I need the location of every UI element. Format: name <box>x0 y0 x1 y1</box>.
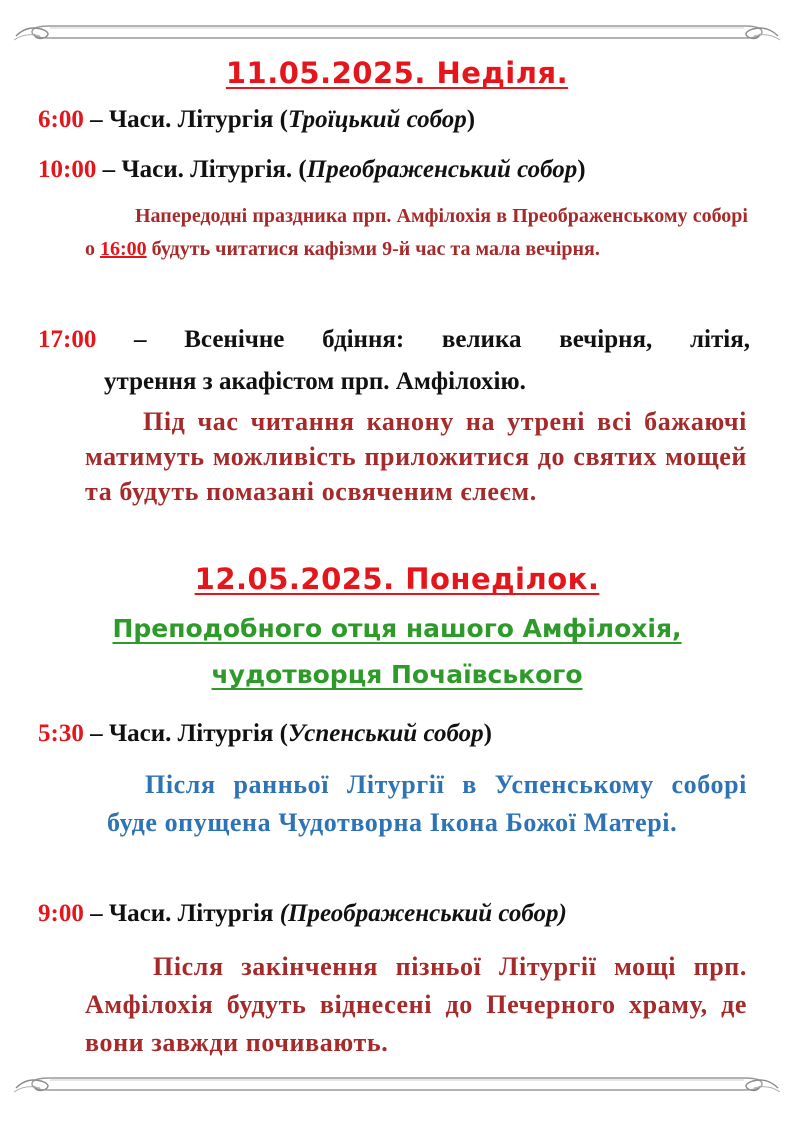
note-icon-lowering: Після ранньої Літургії в Успенському соборі буде опущена Чудотворна Ікона Божої Матері. <box>107 770 747 837</box>
service-text-end: ) <box>483 720 492 747</box>
service-text-line2: утрення з акафістом прп. Амфілохію. <box>104 368 526 395</box>
time-label: 17:00 <box>38 326 97 353</box>
date-heading-day2: 12.05.2025. Понеділок. <box>194 562 600 596</box>
schedule-item-0530 <box>38 717 750 751</box>
date-heading-day1: 11.05.2025. Неділя. <box>225 56 569 90</box>
note-text-b: будуть читатися кафізми 9-й час та мала вечірня. <box>146 238 600 260</box>
service-text: – Часи. Літургія <box>83 900 280 927</box>
top-scroll-divider <box>14 18 780 48</box>
schedule-item-0900 <box>38 897 750 931</box>
service-text: – Часи. Літургія ( <box>83 106 289 133</box>
feast-title-line2: чудотворця Почаївського <box>211 660 583 689</box>
church-name: (Преображенський собор) <box>279 900 567 927</box>
service-text-end: ) <box>466 106 476 133</box>
service-text: – Часи. Літургія ( <box>83 720 289 747</box>
service-text: – Часи. Літургія. ( <box>96 156 307 183</box>
time-label: 9:00 <box>38 900 84 927</box>
church-name: Преображенський собор <box>306 156 578 183</box>
feast-title-line1: Преподобного отця нашого Амфілохія, <box>112 614 682 643</box>
service-text-line1: – Всенічне бдіння: велика вечірня, літія, <box>96 326 750 353</box>
scroll-ornament-icon <box>14 1070 780 1100</box>
church-name: Троїцький собор <box>288 106 467 133</box>
time-label: 10:00 <box>38 156 97 183</box>
service-text-end: ) <box>577 156 586 183</box>
schedule-item-0600 <box>38 103 750 137</box>
time-label: 5:30 <box>38 720 84 747</box>
bottom-scroll-divider <box>14 1070 780 1100</box>
church-name: Успенський собор <box>288 720 484 747</box>
note-text-a: Напередодні праздника прп. Амфілохія в Преображенському соборі о <box>85 205 748 260</box>
scroll-ornament-icon <box>14 18 780 48</box>
schedule-item-1700 <box>38 323 750 399</box>
note-eve-of-feast <box>85 200 748 266</box>
schedule-item-1000 <box>38 153 750 187</box>
time-label: 6:00 <box>38 106 84 133</box>
note-time-highlight: 16:00 <box>100 238 147 260</box>
note-relics-return: Після закінчення пізньої Літургії мощі прп. Амфілохія будуть віднесені до Печерного храму, де вони завжди почивають. <box>85 952 747 1057</box>
note-anointing: Під час читання канону на утрені всі бажаючі матимуть можливість приложитися до святих мощей та будуть помазані освяченим єлеєм. <box>85 407 747 506</box>
